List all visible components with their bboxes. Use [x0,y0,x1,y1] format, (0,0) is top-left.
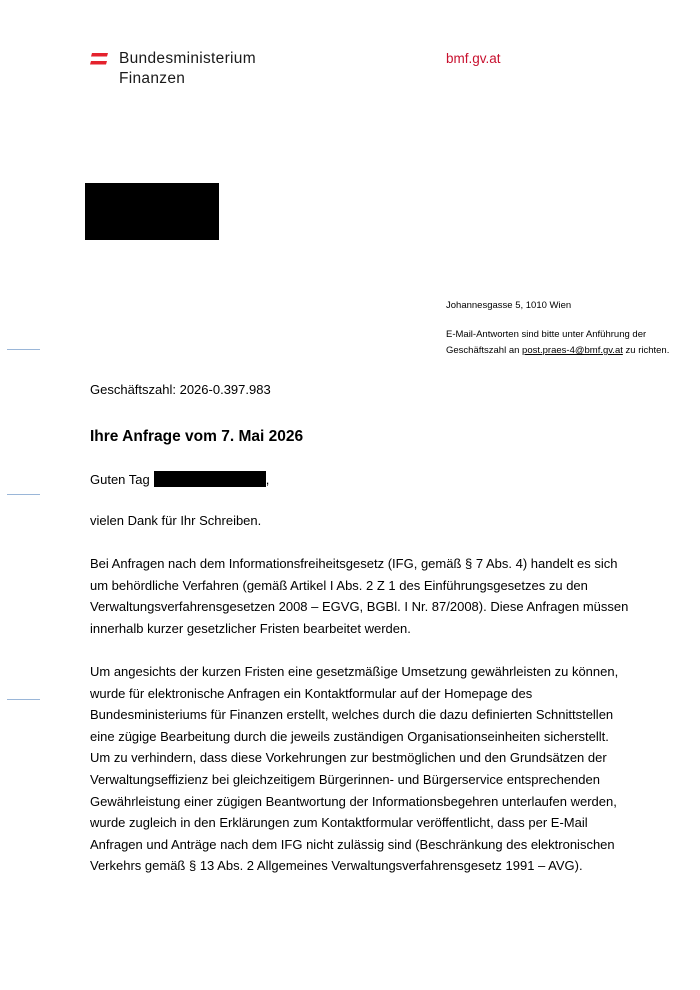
greeting-line [90,471,269,489]
paragraph-contact-form: Um angesichts der kurzen Fristen eine gesetzmäßige Umsetzung gewährleisten zu können, wurde für elektronische Anfragen ein Kontaktformular auf der Homepage des Bundesministeriums für Finanzen erstellt, welches durch die dazu definierten Schnittstellen eine zügige Bearbeitung durch die jeweils zuständigen Organisationseinheiten sicherstellt. Um zu verhindern, dass diese Vorkehrungen zur bestmöglichen und den Grundsätzen der Verwaltungseffizienz bei gleichzeitigem Bürgerinnen- und Bürgerservice entsprechenden Gewährleistung einer zügigen Beantwortung der Informationsbegehren unterlaufen werden, wurde zugleich in den Erklärungen zum Kontaktformular veröffentlicht, dass per E-Mail Anfragen und Anträge nach dem IFG nicht zulässig sind (Beschränkung des elektronischen Verkehrs gemäß § 13 Abs. 2 Allgemeines Verwaltungsverfahrensgesetz 1991 – AVG). [90,664,619,874]
greeting-text: Guten Tag [90,472,150,487]
logo-line-2: Finanzen [119,70,186,87]
recipient-name-redaction [154,471,266,487]
reference-number: Geschäftszahl: 2026-0.397.983 [90,382,271,397]
fold-mark-top [7,349,40,350]
ministry-logo-text [119,49,256,89]
greeting-comma: , [265,472,270,487]
austria-flag-icon [90,53,108,65]
paragraph-ifg-procedure: Bei Anfragen nach dem Informationsfreiheitsgesetz (IFG, gemäß § 7 Abs. 4) handelt es sich um behördliche Verfahren (gemäß Artikel I Abs. 2 Z 1 des Einführungsgesetzes zu den Verwaltungsverfahrensgesetzen 2008 – EGVG, BGBl. I Nr. 87/2008). Diese Anfragen müssen innerhalb kurzer gesetzlicher Fristen bearbeitet werden. [90,556,629,636]
logo-line-1: Bundesministerium [119,50,256,67]
letter-subject: Ihre Anfrage vom 7. Mai 2026 [90,428,304,445]
thanks-line: vielen Dank für Ihr Schreiben. [90,513,262,528]
website-link[interactable]: bmf.gv.at [446,51,501,66]
recipient-address-redaction [85,183,219,240]
reply-instructions [446,327,671,359]
reply-email-link[interactable]: post.praes-4@bmf.gv.at [522,345,623,356]
reply-note-before: E-Mail-Antworten sind bitte unter Anführung der Geschäftszahl an [446,329,647,356]
fold-mark-bottom [7,699,40,700]
sender-address: Johannesgasse 5, 1010 Wien [446,300,572,311]
fold-mark-middle [7,494,40,495]
reply-note-after: zu richten. [625,345,670,356]
